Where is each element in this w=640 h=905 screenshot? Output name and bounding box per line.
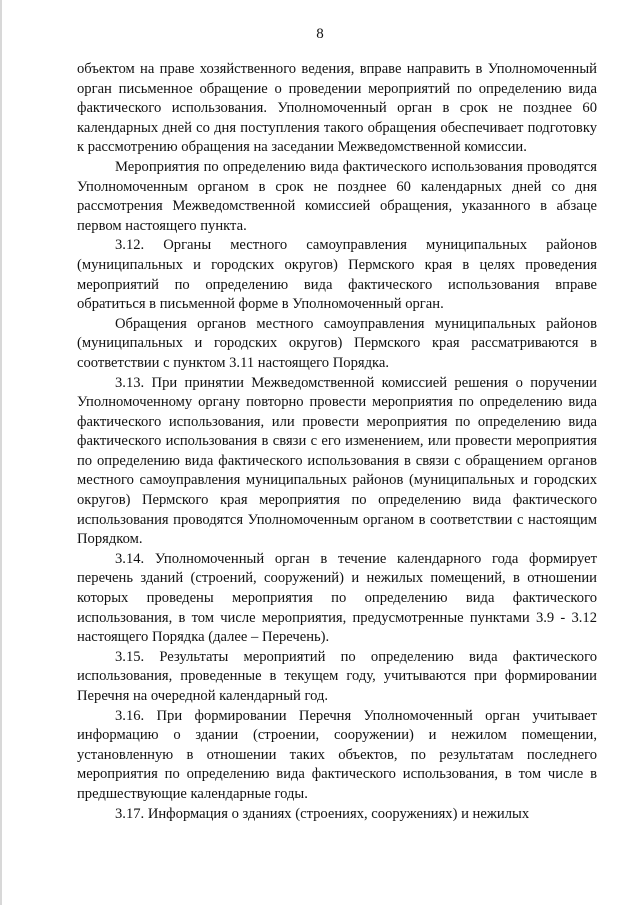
paragraph-3-13: 3.13. При принятии Межведомственной комиссией решения о поручении Уполномоченному органу повторно провести мероприятия по определению вида фактического использования, или провести мероприятия по определению вида фактического использования в связи с его изменением, или провести мероприятия по определению вида фактического использования в связи с обращением органов местного самоуправления муниципальных районов (муниципальных и городских округов) Пермского края мероприятия по определению вида фактического использования проводятся Уполномоченным органом в соответствии с настоящим Порядком. [77,374,597,548]
paragraph-3-17: 3.17. Информация о зданиях (строениях, сооружениях) и нежилых [115,805,530,822]
paragraph-3-15: 3.15. Результаты мероприятий по определению вида фактического использования, проведенные в текущем году, учитываются при формировании Перечня на очередной календарный год. [77,648,597,704]
page-number: 8 [316,26,324,42]
document-body [77,60,597,824]
paragraph-3-16: 3.16. При формировании Перечня Уполномоченный орган учитывает информацию о здании (строении, сооружении) и нежилом помещении, установленную в отношении таких объектов, по результатам последнего мероприятия по определению вида фактического использования, в том числе в предшествующие календарные годы. [77,707,597,802]
paragraph-3-12-second: Обращения органов местного самоуправления муниципальных районов (муниципальных и городских округов) Пермского края рассматриваются в соответствии с пунктом 3.11 настоящего Порядка. [77,315,597,371]
paragraph-3-14: 3.14. Уполномоченный орган в течение календарного года формирует перечень зданий (строений, сооружений) и нежилых помещений, в отношении которых проведены мероприятия по определению вида фактического использования, в том числе мероприятия, предусмотренные пунктами 3.9 - 3.12 настоящего Порядка (далее – Перечень). [77,550,597,646]
paragraph-3-11-second: Мероприятия по определению вида фактического использования проводятся Уполномоченным органом в срок не позднее 60 календарных дней со дня рассмотрения Межведомственной комиссией обращения, указанного в абзаце первом настоящего пункта. [77,158,597,234]
paragraph-continuation: объектом на праве хозяйственного ведения, вправе направить в Уполномоченный орган письменное обращение о проведении мероприятий по определению вида фактического использования. Уполномоченный орган в срок не позднее 60 календарных дней со дня поступления такого обращения обеспечивает подготовку к рассмотрению обращения на заседании Межведомственной комиссии. [77,61,597,156]
paragraph-3-12: 3.12. Органы местного самоуправления муниципальных районов (муниципальных и городских округов) Пермского края в целях проведения мероприятий по определению вида фактического использования вправе обратиться в письменной форме в Уполномоченный орган. [77,237,597,313]
page-edge [0,0,2,905]
